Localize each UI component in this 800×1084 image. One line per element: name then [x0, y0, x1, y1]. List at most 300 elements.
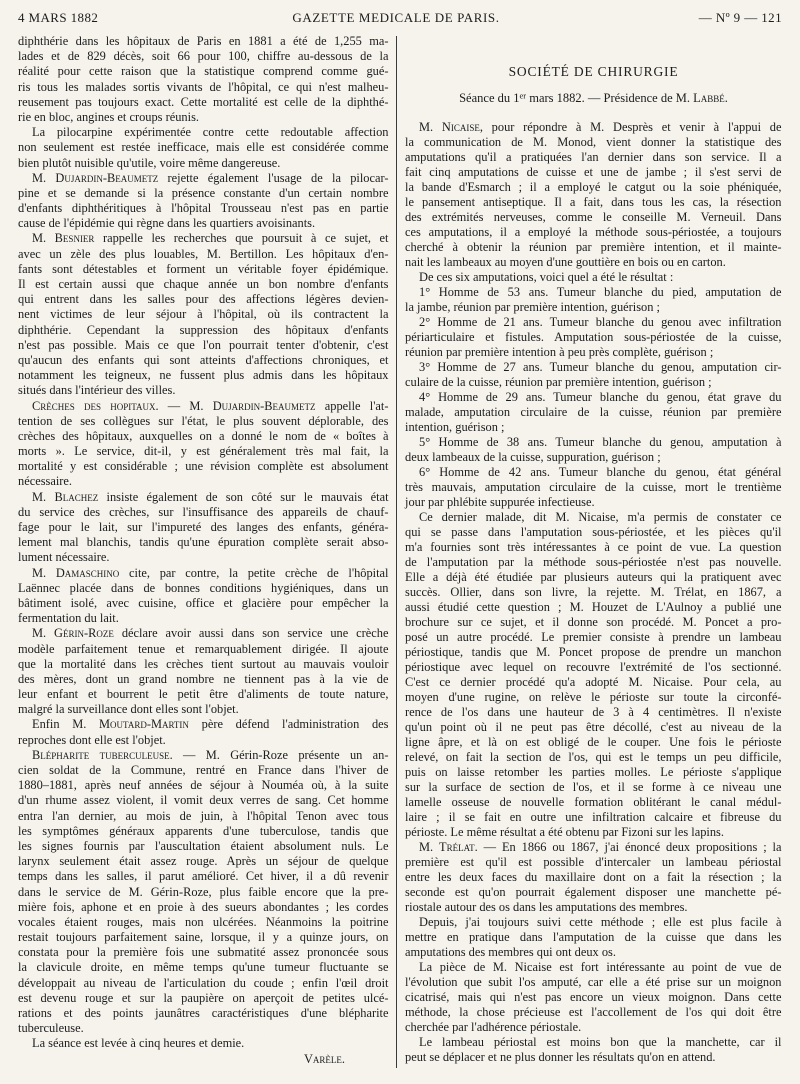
left-column: [18, 34, 389, 1067]
small-caps-run: Gérin-Roze: [54, 626, 114, 641]
text-run: sur la surface de section de l'os, et il se forme à ce niveau une: [405, 780, 782, 794]
text-run: M.: [419, 120, 442, 134]
paragraph: [405, 270, 782, 285]
text-run: rence de l'os dans une hauteur de 3 à 4 centimètres. Il n'existe: [405, 705, 782, 719]
text-line: [405, 990, 782, 1005]
text-line: [405, 210, 782, 225]
text-run: laire ; il se fait en outre une infiltration calcaire et fibreuse du: [405, 810, 782, 824]
paragraph: [405, 120, 782, 270]
text-line: [18, 95, 389, 110]
small-caps-run: Blachez: [54, 489, 99, 504]
masthead-title: GAZETTE MEDICALE DE PARIS.: [292, 10, 500, 25]
text-line: [18, 1021, 389, 1036]
paragraph: [18, 34, 389, 125]
text-run: périoste. Le même résultat a été obtenu par Fizoni sur les lapins.: [405, 825, 724, 839]
text-run: C'est ce dernier procédé qu'a adopté M. Nicaise. Pour cela, au: [405, 675, 782, 689]
text-run: tention de ses collègues sur l'état, le plus souvent déplorable, des: [18, 413, 389, 428]
text-line: [18, 839, 389, 854]
text-run: intention, guérison ;: [405, 420, 505, 434]
text-line: [405, 555, 782, 570]
text-run: nécessaire.: [18, 474, 73, 489]
paragraph: [405, 285, 782, 315]
paragraph: [18, 1036, 389, 1051]
text-line: [18, 262, 389, 277]
text-line: [18, 338, 389, 353]
text-run: entre les deux faces du maxillaire dont on a fait la résection ; la: [405, 870, 782, 884]
text-run: mettre en pratique dans l'amputation de la cuisse que dans les: [405, 930, 782, 944]
small-caps-run: Crèches des hopitaux.: [32, 398, 159, 413]
text-run: rations et des points jaunâtres caractéristiques d'une blépharite: [18, 1006, 389, 1020]
text-run: d'enfants diphthéritiques à l'hôpital Trousseau n'est pas en partie: [18, 201, 389, 216]
text-run: l'évolution que subit l'os amputé, car elle a été prise sur un moignon: [405, 975, 782, 989]
text-line: [18, 247, 389, 262]
text-run: rie en bloc, angines et croups réunis.: [18, 109, 199, 124]
text-line: [405, 390, 782, 405]
text-run: ces amputations, il a employé la méthode sous-périostée, a toujours: [405, 225, 782, 239]
text-run: situés dans l'intérieur des villes.: [18, 383, 176, 398]
small-caps-run: Nicaise: [441, 120, 480, 134]
text-line: [405, 435, 782, 450]
text-run: riostale autour des os dans les amputations des membres.: [405, 900, 688, 914]
text-run: est devenu rouge et sur la paupière on aperçoit de petites ulcé-: [18, 990, 389, 1005]
text-run: — M. Gérin-Roze présente un an-: [172, 747, 389, 762]
text-run: diphthérie. Cependant la suppression des hôpitaux d'enfants: [18, 322, 389, 337]
text-line: [18, 216, 389, 231]
text-run: 2° Homme de 21 ans. Tumeur blanche du genou avec infiltration: [419, 315, 782, 329]
text-line: [405, 540, 782, 555]
paragraph: [18, 748, 389, 1037]
text-line: [405, 495, 782, 510]
paragraph: [18, 171, 389, 232]
text-run: aussi étudié cette question ; M. Houzet de L'Aulnoy a publié une: [405, 600, 782, 614]
small-caps-run: Trélat: [439, 840, 475, 854]
text-run: de l'amputation par la méthode sous-périostée n'est pas nouvelle.: [405, 555, 782, 569]
column-divider: [396, 36, 397, 1068]
text-run: moyen d'une rugine, on relève le périoste sur toute la circonfé-: [405, 690, 782, 704]
text-run: entra l'an dernier, au mois de juin, à l'hôpital Tenon avec tous: [18, 808, 389, 823]
text-line: [18, 930, 389, 945]
text-run: qu'un point où il ne peut pas être décollé, c'est au niveau de la: [405, 720, 782, 734]
text-run: modèle parfaitement tenue et remarquablement dirigée. Il ajoute: [18, 641, 389, 656]
text-run: lamelle osseuse de nouvelle formation oblitérant le canal médul-: [405, 795, 782, 809]
text-line: [18, 550, 389, 565]
text-run: lument nécessaire.: [18, 550, 110, 565]
text-line: [18, 323, 389, 338]
text-run: bâtiment isolé, avec cuisine, office et glacière pour empêcher la: [18, 595, 389, 610]
text-line: [18, 793, 389, 808]
text-line: [18, 34, 389, 49]
session-subtitle: [405, 90, 782, 106]
text-line: [405, 945, 782, 960]
text-line: [405, 450, 782, 465]
text-run: Depuis, j'ai toujours suivi cette méthode ; elle est plus facile à: [419, 915, 782, 929]
text-line: [405, 285, 782, 300]
text-line: [405, 525, 782, 540]
text-run: 3° Homme de 27 ans. Tumeur blanche du genou, amputation cir-: [419, 360, 782, 374]
text-run: mars 1882. — Présidence de M.: [526, 91, 694, 105]
small-caps-run: Dujardin-Beaumetz: [212, 398, 316, 413]
text-run: méthode, la chose précieuse est l'accollement de l'os qui doit être: [405, 1005, 782, 1019]
small-caps-run: Labbé: [693, 91, 725, 105]
text-line: [405, 570, 782, 585]
text-run: les symptômes généraux apparents d'une tuberculose, tandis que: [18, 823, 389, 838]
text-run: père défend l'administration des: [188, 717, 389, 732]
text-run: M.: [32, 565, 56, 580]
text-run: restait toujours parfaitement saine, lorsque, il y a quinze jours, on: [18, 930, 389, 945]
text-run: M.: [32, 489, 55, 504]
right-column: [405, 0, 782, 1084]
text-run: seconde est qu'on pourrait également disposer une manchette pé-: [405, 885, 782, 899]
text-line: [18, 140, 389, 155]
text-line: [405, 615, 782, 630]
text-run: cause de l'épidémie qui règne dans les quartiers avoisinants.: [18, 216, 316, 231]
superscript-run: er: [519, 90, 527, 101]
text-run: qui entrent dans les salles pour des affections légères devien-: [18, 292, 389, 307]
text-line: [18, 307, 389, 322]
text-line: [405, 735, 782, 750]
text-run: fage pour le lait, sur l'impureté des langes des enfants, généra-: [18, 520, 389, 534]
text-line: [405, 750, 782, 765]
text-line: [405, 585, 782, 600]
text-line: [18, 383, 389, 398]
paragraph: [405, 960, 782, 1035]
text-line: [18, 1006, 389, 1021]
text-line: [18, 490, 389, 505]
text-run: dans le service de M. Gérin-Roze, plus faible encore que la pre-: [18, 884, 389, 899]
text-run: très mauvais, amputation circulaire de la cuisse, mort le trentième: [405, 480, 782, 494]
text-run: Laënnec placée dans de bonnes conditions hygiéniques, dans un: [18, 580, 389, 595]
text-line: [18, 535, 389, 550]
text-run: mière fois, aphone et en proie à des sueurs abondantes ; les cordes: [18, 899, 389, 914]
text-line: [18, 672, 389, 687]
text-run: amputations qu'il a pratiquées l'an dernier dans son service. Il a: [405, 150, 782, 164]
author-signature: [18, 1052, 389, 1067]
text-line: [18, 125, 389, 140]
text-run: ris tous les malades sortis vivants de l'hôpital, ce qui n'est malheu-: [18, 79, 389, 94]
text-run: ligne âpre, et là on est obligé de le couper. Une fois le périoste: [405, 735, 782, 749]
text-line: [405, 900, 782, 915]
text-line: [18, 900, 389, 915]
text-run: cite, par contre, la petite crèche de l'hôpital: [119, 565, 389, 580]
text-run: temps dans les salles, il parut amélioré. Cet hiver, il a dû revenir: [18, 869, 389, 884]
text-line: [18, 976, 389, 991]
text-line: [18, 960, 389, 975]
text-run: réunion par première intention à peu près complète, guérison ;: [405, 345, 714, 359]
text-line: [405, 165, 782, 180]
text-line: [405, 315, 782, 330]
text-line: [18, 368, 389, 383]
text-line: [18, 277, 389, 292]
text-line: [405, 600, 782, 615]
text-run: des extrémités nerveuses, comme le conseille M. Verneuil. Dans: [405, 210, 782, 224]
text-line: [405, 270, 782, 285]
text-line: [405, 255, 782, 270]
text-line: [18, 414, 389, 429]
paragraph: [405, 915, 782, 960]
text-line: [18, 596, 389, 611]
text-run: Le lambeau périostal est moins bon que la manchette, car il: [419, 1035, 782, 1049]
small-caps-run: Moutard-Martin: [99, 717, 189, 732]
text-run: cherché à obtenir la réunion par première intention, et il mainte-: [405, 240, 782, 254]
text-run: fants sont détestables et forment un véritable foyer épidémique.: [18, 261, 389, 276]
text-run: M.: [32, 626, 55, 641]
text-line: [18, 474, 389, 489]
paragraph: [18, 626, 389, 717]
text-run: rappelle les recherches que poursuit à ce sujet, et: [94, 231, 389, 246]
text-line: [405, 645, 782, 660]
text-line: [405, 855, 782, 870]
text-line: [18, 945, 389, 960]
paragraph: [18, 717, 389, 747]
text-run: M.: [32, 170, 56, 185]
text-line: [405, 225, 782, 240]
text-line: [405, 375, 782, 390]
text-run: le pansement antiseptique. Il a fait, dans tous les cas, la résection: [405, 195, 782, 209]
text-line: [18, 353, 389, 368]
paragraph: [405, 390, 782, 435]
section-title: SOCIÉTÉ DE CHIRURGIE: [508, 64, 679, 79]
text-run: d'un rhume assez violent, il vomit deux verres de sang. Cet homme: [18, 793, 389, 808]
text-line: [405, 300, 782, 315]
text-run: périostique avec lequel on recouvre l'extrémité de l'os sectionné.: [405, 660, 782, 674]
text-run: développait au niveau de l'articulation du coude ; enfin l'œil droit: [18, 975, 389, 990]
text-line: [405, 975, 782, 990]
text-line: [18, 869, 389, 884]
text-line: [18, 581, 389, 596]
text-run: Ce dernier malade, dit M. Nicaise, m'a permis de constater ce: [419, 510, 782, 524]
text-run: les signes fournis par l'auscultation étaient absolument nuls. Le: [18, 838, 389, 853]
text-line: [18, 444, 389, 459]
text-line: [18, 824, 389, 839]
text-line: [405, 360, 782, 375]
text-run: rejette également l'usage de la pilocar-: [158, 170, 389, 185]
small-caps-run: Blépharite tuberculeuse.: [32, 747, 173, 762]
text-line: [18, 991, 389, 1006]
text-line: [18, 1036, 389, 1051]
text-run: malade, amputation circulaire de la cuisse, réunion par première: [405, 405, 782, 419]
text-line: [405, 195, 782, 210]
paragraph: [405, 465, 782, 510]
text-line: [405, 240, 782, 255]
text-run: cicatrisé, mais qui n'est pas encore un vieux moignon. Dans cette: [405, 990, 782, 1004]
paragraph: [405, 315, 782, 360]
text-run: morts ». Le service, dit-il, y est généralement très mal fait, la: [18, 444, 389, 459]
text-line: [18, 156, 389, 171]
text-line: [18, 186, 389, 201]
text-run: mortalité y est considérable ; une révision complète est absolument: [18, 459, 389, 474]
text-run: lades et de 829 décès, soit 66 pour 100, chiffre au-dessous de la: [18, 49, 389, 64]
text-line: [18, 717, 389, 732]
text-line: [405, 1020, 782, 1035]
small-caps-run: Damaschino: [55, 565, 120, 580]
text-line: [18, 809, 389, 824]
text-line: [18, 64, 389, 79]
text-run: , pour répondre à M. Desprès et venir à l'appui de: [479, 120, 782, 134]
text-line: [18, 885, 389, 900]
text-run: nait les lambeaux au moyen d'une gouttière en bois ou en carton.: [405, 255, 726, 269]
text-line: [18, 80, 389, 95]
text-line: [18, 778, 389, 793]
paragraph: [405, 840, 782, 915]
text-line: [405, 810, 782, 825]
text-line: [405, 120, 782, 135]
paragraph: [18, 566, 389, 627]
text-line: [405, 480, 782, 495]
text-run: culaire de la cuisse, réunion par première intention, guérison ;: [405, 375, 712, 389]
text-run: Séance du 1: [459, 91, 520, 105]
text-line: [18, 171, 389, 186]
text-line: [405, 780, 782, 795]
text-run: qui se passe dans l'amputation sous-périostée, et les pièces qu'il: [405, 525, 782, 539]
text-line: [405, 660, 782, 675]
text-run: réalité pour cette raison que la statistique comprend comme gué-: [18, 64, 389, 79]
text-run: la bande d'Esmarch ; il a employé le catgut ou la soie phéniquée,: [405, 180, 782, 194]
text-run: n'est pas possible. Mais ce que l'on pourrait tenter d'obtenir, c'est: [18, 337, 389, 352]
text-line: [18, 854, 389, 869]
text-run: brochure sur ce sujet, et il donne son procédé. M. Poncet a pro-: [405, 615, 782, 629]
text-run: De ces six amputations, voici quel a été le résultat :: [419, 270, 674, 284]
text-line: [18, 505, 389, 520]
text-line: [405, 675, 782, 690]
text-run: Enfin M.: [32, 717, 100, 732]
text-line: [405, 420, 782, 435]
text-run: reproches dont elle est l'objet.: [18, 732, 166, 747]
text-line: [405, 510, 782, 525]
text-line: [405, 765, 782, 780]
text-line: [405, 150, 782, 165]
text-line: [18, 748, 389, 763]
text-line: [405, 825, 782, 840]
text-line: [405, 915, 782, 930]
paragraph: [405, 510, 782, 840]
right-column-body: [405, 120, 782, 1065]
text-run: du service des crèches, sur l'insuffisance des appareils de chauf-: [18, 504, 389, 519]
text-run: la communication de M. Monod, vient donner la statistique des: [405, 135, 782, 149]
text-line: [405, 1035, 782, 1050]
text-run: notamment les teigneux, ne fussent plus admis dans les hôpitaux: [18, 368, 389, 383]
text-run: 5° Homme de 38 ans. Tumeur blanche du genou, amputation à: [419, 435, 782, 449]
text-run: Il est certain aussi que chaque année un bon nombre d'enfants: [18, 277, 389, 291]
text-run: .: [724, 91, 728, 105]
paragraph: [18, 231, 389, 398]
paragraph: [18, 399, 389, 490]
text-line: [405, 180, 782, 195]
text-run: 1880–1881, après neuf années de séjour à Nouméa où, à la suite: [18, 778, 389, 793]
text-line: [18, 642, 389, 657]
text-run: m'a fournies sont très intéressantes à ce point de vue. La question: [405, 540, 782, 554]
text-run: que la mortalité dans les crèches tient surtout au mauvais vouloir: [18, 656, 389, 671]
paragraph: [405, 435, 782, 465]
text-run: relevé, on fait la section de l'os, qui est le temps un peu difficile,: [405, 750, 782, 764]
text-run: larynx seulement était assez rouge. Après un séjour de quelque: [18, 854, 389, 869]
text-line: [405, 405, 782, 420]
text-line: [18, 566, 389, 581]
text-run: amputations des membres qui ont deux os.: [405, 945, 616, 959]
text-line: [405, 345, 782, 360]
text-line: [405, 720, 782, 735]
text-run: lement mal blanchis, tandis qu'une épuration complète serait abso-: [18, 535, 389, 550]
text-run: — M.: [158, 398, 213, 413]
text-run: fait cinq amputations de cuisse et une de jambe ; il s'est servi de: [405, 165, 782, 179]
text-line: [18, 49, 389, 64]
text-run: tuberculeuse.: [18, 1021, 84, 1036]
text-line: [405, 870, 782, 885]
text-run: posé un autre procédé. Le premier consiste à prendre un lambeau: [405, 630, 782, 644]
text-line: [405, 705, 782, 720]
text-run: vocales étaient rouges, mais non ulcérées. Néanmoins la poitrine: [18, 914, 389, 929]
text-run: deux lambeaux de la cuisse, suppuration, guérison ;: [405, 450, 661, 464]
text-line: [405, 885, 782, 900]
paragraph: [405, 1035, 782, 1065]
text-run: cien soldat de la Commune, rentré en France dans l'hiver de: [18, 763, 389, 777]
text-line: [405, 690, 782, 705]
paragraph: [18, 125, 389, 171]
small-caps-run: Besnier: [54, 231, 95, 246]
text-run: constata pour la première fois une submatité assez prononcée sous: [18, 945, 389, 960]
text-run: leur enfant et bourrent le petit être d'aliments de toute nature,: [18, 687, 389, 702]
text-run: crèches des hôpitaux, auxquelles on a donné le nom de « boîtes à: [18, 428, 389, 443]
text-run: 6° Homme de 42 ans. Tumeur blanche du genou, état général: [419, 465, 782, 479]
text-line: [18, 399, 389, 414]
text-run: Elle a déjà été étudiée par plusieurs auteurs qui la pratiquent avec: [405, 570, 782, 584]
text-run: succès. Ollier, dans son livre, la rejette. M. Trélat, en 1867, a: [405, 585, 782, 599]
text-run: nent victimes de leur séjour à l'hôpital, où ils contractent la: [18, 307, 389, 322]
text-run: la jambe, réunion par première intention, guérison ;: [405, 300, 660, 314]
text-run: reusement pas toujours exact. Cette mortalité est celle de la diphthé-: [18, 94, 389, 109]
text-run: peut se déplacer et ne plus donner les résultats qu'on en attend.: [405, 1050, 716, 1064]
text-run: cherchée par l'adhérence périostale.: [405, 1020, 582, 1034]
text-run: déclare avoir aussi dans son service une crèche: [113, 626, 389, 641]
text-run: avec un zèle des plus louables, M. Bertillon. Les hôpitaux d'en-: [18, 246, 389, 261]
text-run: jour par phlébite suppurée infectieuse.: [405, 495, 595, 509]
text-run: M.: [419, 840, 440, 854]
text-run: insiste également de son côté sur le mauvais état: [98, 489, 389, 504]
text-run: puis on laisse retomber les parties molles. Le périoste s'applique: [405, 765, 782, 779]
text-line: [18, 733, 389, 748]
paragraph: [405, 360, 782, 390]
small-caps-run: Dujardin-Beaumetz: [55, 170, 159, 185]
text-line: [18, 201, 389, 216]
issue-page-number: — Nº 9 — 121: [698, 10, 782, 25]
issue-date: 4 MARS 1882: [18, 10, 99, 25]
text-line: [405, 1050, 782, 1065]
text-run: 4° Homme de 29 ans. Tumeur blanche du genou, état grave du: [419, 390, 782, 404]
text-line: [405, 330, 782, 345]
text-run: bien plutôt nuisible qu'utile, voire même dangereuse.: [18, 155, 281, 170]
text-run: des mères, dont un grand nombre ne tiennent pas à la vie de: [18, 671, 389, 686]
text-line: [18, 626, 389, 641]
text-run: . — En 1866 ou 1867, j'ai énoncé deux propositions ; la: [474, 840, 782, 854]
text-line: [405, 465, 782, 480]
text-run: diphthérie dans les hôpitaux de Paris en 1881 a été de 1,255 ma-: [18, 34, 389, 48]
text-line: [18, 110, 389, 125]
text-run: malgré la surveillance dont elles sont l'objet.: [18, 702, 239, 717]
text-line: [18, 763, 389, 778]
text-run: qu'aucun des enfants qui sont atteints d'affections chroniques, et: [18, 352, 389, 367]
text-line: [405, 630, 782, 645]
text-line: [405, 1005, 782, 1020]
text-run: périostique, tandis que M. Poncet propose de prendre un manchon: [405, 645, 782, 659]
text-line: [405, 960, 782, 975]
text-run: La pilocarpine expérimentée contre cette redoutable affection: [32, 125, 389, 140]
text-line: [18, 429, 389, 444]
text-line: [18, 611, 389, 626]
text-line: [405, 795, 782, 810]
text-run: La pièce de M. Nicaise est fort intéressante au point de vue de: [419, 960, 782, 974]
text-line: [18, 702, 389, 717]
text-run: La séance est levée à cinq heures et demie.: [32, 1036, 245, 1051]
small-caps-run: Varèle.: [303, 1051, 345, 1066]
